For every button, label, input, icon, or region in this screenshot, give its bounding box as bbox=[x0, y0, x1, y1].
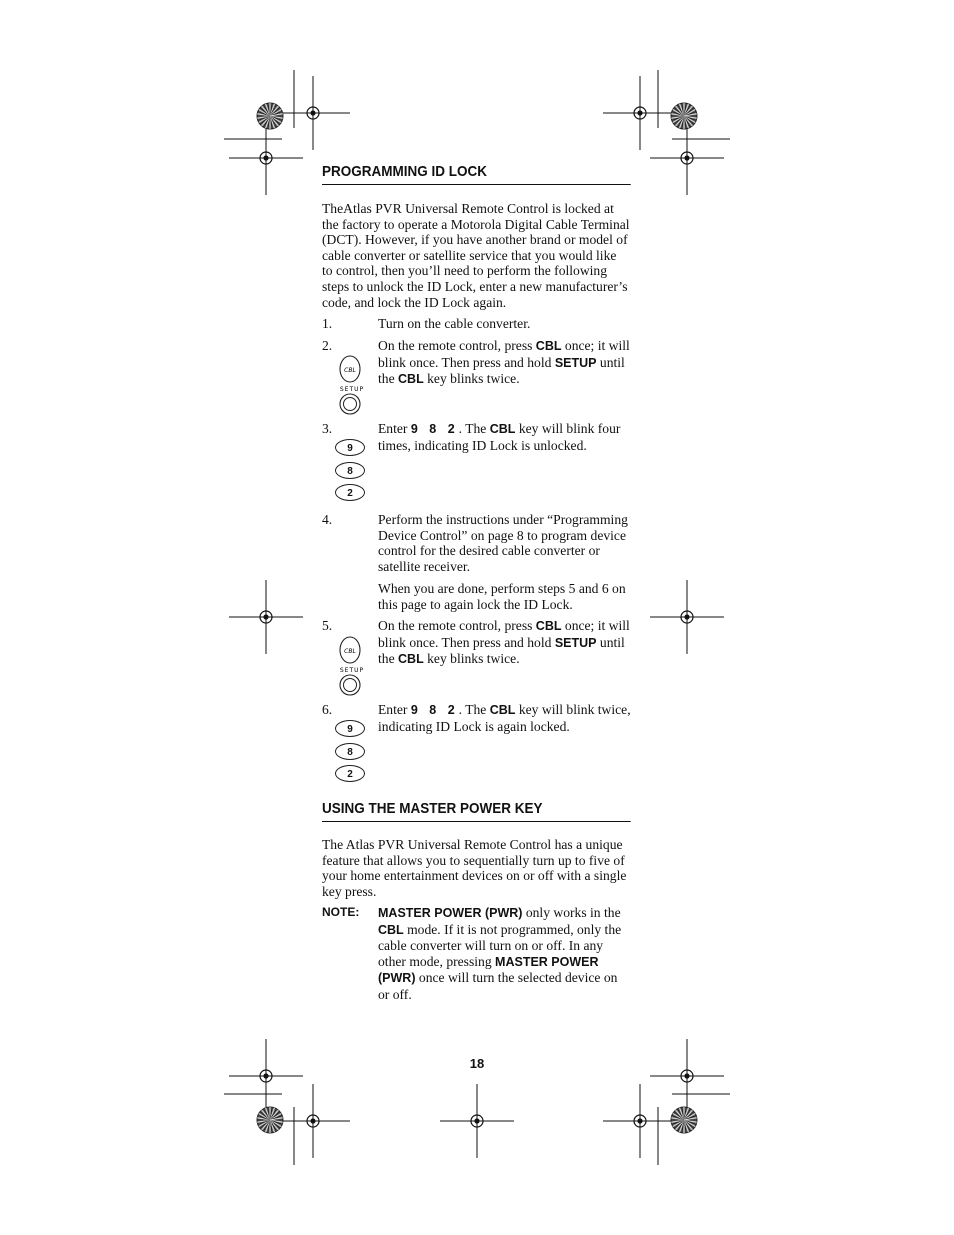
step-text: Turn on the cable converter. bbox=[378, 316, 531, 331]
registration-target-dot bbox=[263, 1073, 268, 1078]
key-2-icon: 2 bbox=[335, 765, 365, 782]
registration-target-dot bbox=[474, 1118, 479, 1123]
step-text: Enter 9 8 2. The CBL key will blink twice, indicating ID Lock is again locked. bbox=[378, 702, 631, 734]
registration-target-dot bbox=[637, 1118, 642, 1123]
step-text: Perform the instructions under “Programming Device Control” on page 8 to program device control for the desired cable converter or satellite receiver. bbox=[378, 512, 628, 574]
key-9-icon: 9 bbox=[335, 720, 365, 737]
master-power-intro: The Atlas PVR Universal Remote Control has a unique feature that allows you to sequentially turn up to five of your home entertainment devices on or off with a single key press. bbox=[322, 837, 627, 899]
step-number: 6. bbox=[322, 702, 333, 717]
section-heading-master-power: USING THE MASTER POWER KEY bbox=[322, 800, 631, 822]
step-text: On the remote control, press CBL once; it will blink once. Then press and hold SETUP until the CBL key blinks twice. bbox=[378, 338, 630, 387]
step-text-followup: When you are done, perform steps 5 and 6 on this page to again lock the ID Lock. bbox=[378, 581, 626, 612]
cbl-icon-label: CBL bbox=[344, 648, 356, 655]
step-number: 5. bbox=[322, 618, 333, 633]
setup-icon-label: SETUP bbox=[339, 667, 365, 674]
step-number: 2. bbox=[322, 338, 333, 353]
key-9-icon: 9 bbox=[335, 439, 365, 456]
key-8-icon: 8 bbox=[335, 743, 365, 760]
registration-target-dot bbox=[263, 614, 268, 619]
registration-target-dot bbox=[637, 110, 642, 115]
cbl-setup-buttons-icon bbox=[334, 354, 368, 416]
key-2-icon: 2 bbox=[335, 484, 365, 501]
registration-target-dot bbox=[310, 110, 315, 115]
section-heading-id-lock: PROGRAMMING ID LOCK bbox=[322, 163, 631, 185]
cbl-icon-label: CBL bbox=[344, 367, 356, 374]
registration-target-dot bbox=[263, 155, 268, 160]
key-8-icon: 8 bbox=[335, 462, 365, 479]
note-label: NOTE: bbox=[322, 905, 360, 919]
registration-target-dot bbox=[310, 1118, 315, 1123]
step-text: Enter 9 8 2. The CBL key will blink four times, indicating ID Lock is unlocked. bbox=[378, 421, 621, 453]
step-text: On the remote control, press CBL once; it will blink once. Then press and hold SETUP until the CBL key blinks twice. bbox=[378, 618, 630, 667]
step-number: 3. bbox=[322, 421, 333, 436]
cbl-setup-buttons-icon bbox=[334, 635, 368, 697]
registration-target-dot bbox=[684, 1073, 689, 1078]
id-lock-intro: TheAtlas PVR Universal Remote Control is locked at the factory to operate a Motorola Digital Cable Terminal (DCT). However, if you have another brand or model of cable converter or satellite service that you would like to control, then you’ll need to perform the following steps to unlock the ID Lock, enter a new manufacturer’s code, and lock the ID Lock again. bbox=[322, 201, 630, 310]
registration-target-dot bbox=[684, 155, 689, 160]
setup-icon-label: SETUP bbox=[339, 386, 365, 393]
note-text: MASTER POWER (PWR) only works in the CBL mode. If it is not programmed, only the cable converter will turn on or off. In any other mode, pressing MASTER POWER (PWR) once will turn the selected device on or off. bbox=[378, 905, 622, 1002]
page-number: 18 bbox=[469, 1056, 485, 1071]
registration-target-dot bbox=[684, 614, 689, 619]
step-number: 1. bbox=[322, 316, 333, 331]
step-number: 4. bbox=[322, 512, 333, 527]
